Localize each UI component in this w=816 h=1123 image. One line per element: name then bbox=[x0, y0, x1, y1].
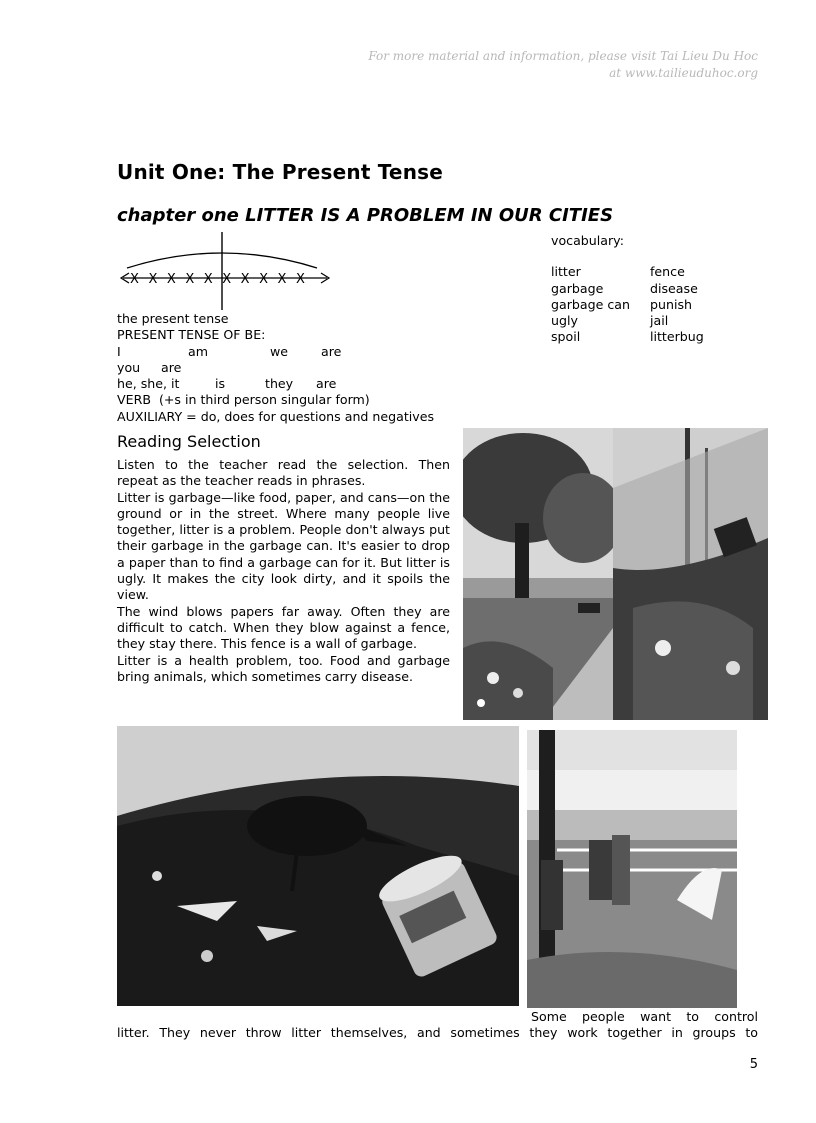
website-note bbox=[368, 48, 758, 82]
bird-can-photo bbox=[117, 726, 519, 1006]
vocab-word: punish bbox=[650, 296, 692, 312]
vocabulary-list bbox=[551, 264, 740, 345]
be-pronoun: they bbox=[265, 376, 294, 392]
be-heading: PRESENT TENSE OF BE: bbox=[117, 327, 266, 343]
website-note-line1: For more material and information, please visit Tai Lieu Du Hoc bbox=[368, 49, 758, 63]
reading-continuation-right: Some people want to control bbox=[531, 1009, 758, 1024]
be-row bbox=[117, 344, 477, 360]
website-note-line2: at www.tailieuduhoc.org bbox=[609, 66, 758, 80]
vocab-word: fence bbox=[650, 264, 685, 280]
be-pronoun: I bbox=[117, 343, 121, 359]
vocab-word: garbage can bbox=[551, 296, 630, 312]
vocab-word: disease bbox=[650, 280, 698, 296]
vocab-word: spoil bbox=[551, 329, 581, 345]
timeline-marks: X X X X X X X X X X bbox=[130, 272, 308, 287]
page-number: 5 bbox=[749, 1057, 758, 1072]
vocabulary-box bbox=[551, 233, 740, 346]
park-litter-photo bbox=[463, 428, 613, 720]
be-pronoun: you bbox=[117, 359, 141, 375]
reading-paragraph: Litter is a health problem, too. Food and garbage bring animals, which sometimes carry disease. bbox=[117, 652, 450, 684]
vocab-word: litter bbox=[551, 264, 581, 280]
reading-heading: Reading Selection bbox=[117, 432, 261, 451]
vocab-word: litterbug bbox=[650, 329, 704, 345]
unit-title: Unit One: The Present Tense bbox=[117, 160, 444, 184]
reading-text bbox=[117, 457, 450, 685]
fence-garbage-photo bbox=[613, 428, 768, 720]
be-pronoun: he, she, it bbox=[117, 376, 180, 392]
be-form: are bbox=[161, 359, 182, 375]
reading-paragraph: The wind blows papers far away. Often they are difficult to catch. When they blow against a fence, they stay there. This fence is a wall of garbage. bbox=[117, 603, 450, 652]
be-form: are bbox=[316, 376, 337, 392]
be-row bbox=[117, 360, 477, 376]
reading-continuation-line: litter. They never throw litter themselves, and sometimes they work together in groups to bbox=[117, 1025, 758, 1040]
vocab-word: garbage bbox=[551, 280, 604, 296]
auxiliary-note: AUXILIARY = do, does for questions and negatives bbox=[117, 408, 435, 424]
vocab-word: jail bbox=[650, 313, 669, 329]
be-form: are bbox=[321, 343, 342, 359]
cleanup-volunteers-photo bbox=[527, 730, 737, 1008]
verb-note: VERB (+s in third person singular form) bbox=[117, 392, 370, 408]
vocabulary-heading: vocabulary: bbox=[551, 233, 624, 248]
vocab-word: ugly bbox=[551, 313, 578, 329]
be-form: is bbox=[215, 376, 226, 392]
reading-paragraph: Litter is garbage—like food, paper, and cans—on the ground or in the street. Where many people live together, litter is a problem. People don't always put their garbage in the garbage can. It's easier to drop a paper than to find a garbage can for it. But litter is ugly. It makes the city look dirty, and it spoils the view. bbox=[117, 489, 450, 603]
grammar-notes bbox=[117, 311, 477, 425]
present-tense-timeline bbox=[117, 228, 337, 312]
chapter-title: chapter one LITTER IS A PROBLEM IN OUR CITIES bbox=[117, 205, 614, 226]
reading-paragraph: Listen to the teacher read the selection. Then repeat as the teacher reads in phrases. bbox=[117, 457, 450, 489]
be-row bbox=[117, 376, 477, 392]
be-form: am bbox=[188, 343, 208, 359]
tense-label: the present tense bbox=[117, 311, 229, 326]
be-pronoun: we bbox=[270, 343, 289, 359]
